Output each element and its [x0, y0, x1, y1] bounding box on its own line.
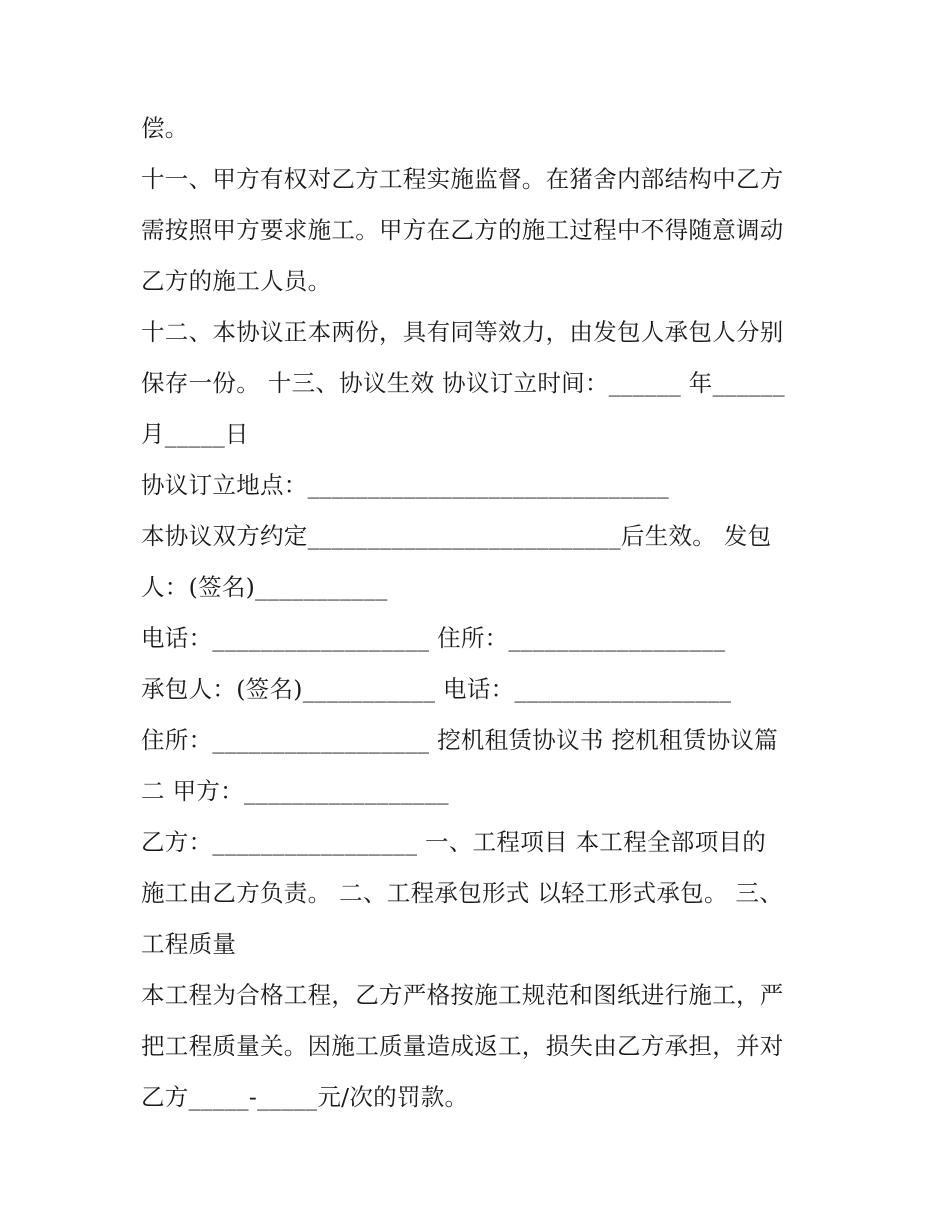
text-line: 本工程为合格工程，乙方严格按施工规范和图纸进行施工，严 — [141, 981, 784, 1009]
text-line: 电话：__________________ 住所：__________________ — [141, 624, 726, 652]
text-line: 人：(签名)___________ — [141, 573, 388, 601]
text-line: 月_____日 — [141, 420, 249, 448]
text-line: 住所：__________________ 挖机租赁协议书 挖机租赁协议篇 — [141, 726, 779, 754]
text-line: 协议订立地点：______________________________ — [141, 471, 670, 499]
text-line: 需按照甲方要求施工。甲方在乙方的施工过程中不得随意调动 — [141, 216, 784, 244]
text-line: 把工程质量关。因施工质量造成返工，损失由乙方承担，并对 — [141, 1032, 784, 1060]
text-line: 本协议双方约定__________________________后生效。 发包 — [141, 522, 772, 550]
text-line: 乙方_____-_____元/次的罚款。 — [141, 1083, 469, 1111]
text-line: 偿。 — [141, 114, 189, 142]
text-line: 保存一份。 十三、协议生效 协议订立时间：______ 年______ — [141, 369, 785, 397]
text-line: 乙方：_________________ 一、工程项目 本工程全部项目的 — [141, 828, 766, 856]
text-line: 乙方的施工人员。 — [141, 267, 332, 295]
text-line: 十二、本协议正本两份，具有同等效力，由发包人承包人分别 — [141, 318, 784, 346]
text-line: 施工由乙方负责。 二、工程承包形式 以轻工形式承包。 三、 — [141, 879, 784, 907]
text-line: 十一、甲方有权对乙方工程实施监督。在猪舍内部结构中乙方 — [141, 165, 784, 193]
text-line: 工程质量 — [141, 930, 237, 958]
text-line: 二 甲方：_________________ — [141, 777, 449, 805]
text-line: 承包人：(签名)___________ 电话：__________________ — [141, 675, 732, 703]
